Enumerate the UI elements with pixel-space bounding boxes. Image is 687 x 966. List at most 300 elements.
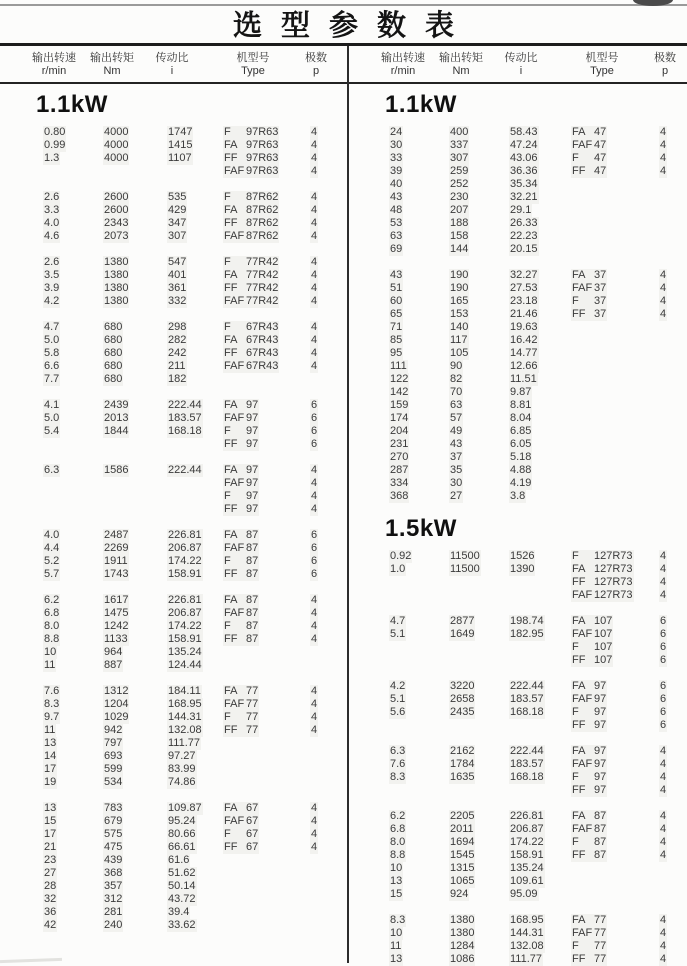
ratio-cell: 21.46: [510, 308, 538, 320]
speed-cell: 21: [44, 841, 57, 853]
type-prefix: FAF: [572, 927, 593, 939]
speed-cell: [43, 477, 45, 490]
poles-cell: 4: [311, 464, 318, 476]
poles-cell: 6: [311, 425, 318, 437]
ratio-cell: 332: [168, 295, 187, 307]
torque-cell: 4000: [104, 126, 129, 138]
type-model: 97: [594, 680, 607, 692]
speed-cell: 32: [44, 893, 57, 905]
table-row: [0, 399, 347, 412]
type-prefix: [572, 243, 594, 256]
torque-cell: 4000: [104, 152, 129, 164]
poles-cell: 6: [660, 654, 667, 666]
ratio-cell: 168.18: [168, 425, 202, 437]
ratio-group: [349, 914, 687, 966]
poles-cell: 4: [311, 360, 318, 372]
ratio-cell: 222.44: [510, 745, 544, 757]
table-row: [349, 438, 687, 451]
type-prefix: [572, 321, 594, 334]
ratio-cell: [167, 165, 169, 178]
poles-cell: 4: [660, 152, 667, 164]
type-cell: [571, 836, 607, 849]
ratio-cell: 168.95: [510, 914, 544, 926]
poles-cell: [659, 230, 661, 243]
type-prefix: FAF: [224, 698, 245, 710]
torque-cell: 1086: [450, 953, 475, 965]
type-cell: [223, 139, 279, 152]
speed-cell: 122: [390, 373, 409, 385]
type-cell: [223, 269, 279, 282]
table-row: [0, 607, 347, 620]
type-cell: [571, 451, 595, 464]
table-row: [0, 126, 347, 139]
torque-cell: 1586: [104, 464, 129, 476]
poles-cell: [310, 776, 312, 789]
ratio-cell: 174.22: [168, 620, 202, 632]
torque-cell: 1242: [104, 620, 129, 632]
type-prefix: FA: [224, 594, 238, 606]
table-row: [0, 425, 347, 438]
poles-cell: [310, 880, 312, 893]
torque-cell: 2162: [450, 745, 475, 757]
type-prefix: F: [224, 555, 231, 567]
type-prefix: [572, 217, 594, 230]
type-cell: [571, 308, 607, 321]
torque-cell: 680: [104, 360, 123, 372]
type-model: 47: [594, 139, 607, 151]
poles-cell: 4: [660, 269, 667, 281]
table-row: [349, 615, 687, 628]
type-prefix: FF: [224, 568, 238, 580]
poles-cell: [659, 477, 661, 490]
torque-cell: 1911: [104, 555, 128, 567]
speed-cell: 9.7: [44, 711, 60, 723]
poles-cell: 4: [311, 282, 318, 294]
type-prefix: [572, 360, 594, 373]
type-model: 87R62: [246, 191, 279, 203]
speed-cell: 4.6: [44, 230, 60, 242]
col-header-zh: 输出转矩: [90, 52, 134, 64]
torque-cell: 27: [450, 490, 463, 502]
table-row: [349, 810, 687, 823]
type-cell: [223, 204, 279, 217]
type-prefix: FF: [224, 503, 238, 515]
type-model: 97: [594, 745, 607, 757]
table-row: [0, 750, 347, 763]
ratio-cell: 39.4: [168, 906, 190, 918]
type-prefix: FF: [572, 719, 586, 731]
table-row: [0, 529, 347, 542]
table-row: [0, 776, 347, 789]
poles-cell: 4: [660, 126, 667, 138]
type-cell: [223, 529, 259, 542]
type-model: 77R42: [246, 282, 279, 294]
ratio-group: [0, 685, 347, 789]
type-model: 67R43: [246, 321, 279, 333]
type-model: 67: [246, 828, 259, 840]
ratio-cell: 4.19: [510, 477, 532, 489]
type-prefix: [224, 737, 246, 750]
type-cell: [223, 737, 247, 750]
type-model: 77: [594, 927, 607, 939]
speed-cell: 10: [44, 646, 57, 658]
torque-cell: 2269: [104, 542, 129, 554]
poles-cell: 4: [660, 308, 667, 320]
ratio-cell: 183.57: [510, 693, 544, 705]
table-row: [0, 347, 347, 360]
table-row: [0, 282, 347, 295]
type-prefix: FF: [224, 152, 238, 164]
ratio-cell: 226.81: [168, 594, 202, 606]
type-model: 127R73: [594, 576, 633, 588]
speed-cell: 174: [390, 412, 409, 424]
speed-cell: 69: [390, 243, 403, 255]
col-header-en: Type: [241, 65, 265, 77]
type-cell: [571, 204, 595, 217]
type-model: 107: [594, 615, 613, 627]
col-header-en: p: [312, 65, 320, 77]
torque-cell: 679: [104, 815, 123, 827]
poles-cell: [659, 243, 661, 256]
poles-cell: 4: [660, 953, 667, 965]
type-prefix: FA: [572, 680, 586, 692]
type-cell: [223, 685, 259, 698]
type-cell: [223, 191, 279, 204]
torque-cell: 357: [104, 880, 123, 892]
type-cell: [223, 750, 247, 763]
type-prefix: FAF: [224, 230, 245, 242]
table-row: [0, 464, 347, 477]
torque-cell: 2073: [104, 230, 129, 242]
ratio-group: [0, 399, 347, 451]
speed-cell: 368: [390, 490, 409, 502]
type-model: 77: [594, 914, 607, 926]
torque-cell: 1065: [450, 875, 475, 887]
table-row: [349, 589, 687, 602]
torque-cell: 11500: [450, 563, 480, 575]
type-cell: [571, 126, 607, 139]
type-model: 107: [594, 628, 613, 640]
table-row: [0, 503, 347, 516]
torque-cell: 153: [450, 308, 469, 320]
col-header-en: i: [519, 65, 523, 77]
table-row: [0, 321, 347, 334]
ratio-cell: 144.31: [510, 927, 544, 939]
poles-cell: [659, 347, 661, 360]
type-prefix: FF: [224, 282, 238, 294]
table-row: [0, 724, 347, 737]
speed-cell: 6.2: [390, 810, 406, 822]
type-prefix: FF: [572, 165, 586, 177]
type-model: 97: [246, 477, 259, 489]
torque-cell: 575: [104, 828, 123, 840]
torque-cell: 942: [104, 724, 123, 736]
poles-cell: 4: [660, 849, 667, 861]
poles-cell: 4: [311, 607, 318, 619]
speed-cell: 13: [44, 802, 57, 814]
speed-cell: 13: [390, 953, 403, 965]
speed-cell: 13: [390, 875, 403, 887]
col-header-en: r/min: [41, 65, 67, 77]
ratio-cell: 132.08: [510, 940, 544, 952]
speed-cell: 8.3: [44, 698, 60, 710]
torque-cell: 57: [450, 412, 463, 424]
type-cell: [571, 745, 607, 758]
type-cell: [223, 217, 279, 230]
type-model: 87: [594, 836, 607, 848]
type-model: 97: [246, 399, 259, 411]
type-cell: [223, 841, 259, 854]
ratio-group: [349, 269, 687, 503]
torque-cell: 924: [450, 888, 469, 900]
type-cell: [571, 191, 595, 204]
speed-cell: 3.5: [44, 269, 60, 281]
power-section: [0, 92, 347, 932]
type-cell: [571, 914, 607, 927]
type-cell: [571, 139, 607, 152]
table-row: [349, 269, 687, 282]
speed-cell: 5.6: [390, 706, 406, 718]
type-cell: [571, 563, 634, 576]
type-cell: [571, 706, 607, 719]
torque-cell: 105: [450, 347, 469, 359]
type-cell: [223, 854, 247, 867]
type-cell: [223, 815, 259, 828]
speed-cell: 85: [390, 334, 403, 346]
table-row: [0, 165, 347, 178]
poles-cell: 4: [311, 126, 318, 138]
table-row: [0, 763, 347, 776]
ratio-group: [0, 802, 347, 932]
type-model: 87: [594, 810, 607, 822]
torque-cell: 368: [104, 867, 123, 879]
type-cell: [571, 412, 595, 425]
ratio-cell: 95.09: [510, 888, 538, 900]
poles-cell: [659, 412, 661, 425]
type-cell: [571, 784, 607, 797]
ratio-cell: 109.61: [510, 875, 544, 887]
type-cell: [223, 711, 259, 724]
col-header-speed: [369, 52, 437, 78]
type-model: 77R42: [246, 256, 279, 268]
speed-cell: 10: [390, 927, 403, 939]
torque-cell: 599: [104, 763, 123, 775]
torque-cell: 30: [450, 477, 463, 489]
ratio-group: [0, 191, 347, 243]
torque-cell: 82: [450, 373, 463, 385]
torque-cell: [103, 490, 105, 503]
ratio-cell: 144.31: [168, 711, 202, 723]
poles-cell: [659, 862, 661, 875]
type-cell: [223, 776, 247, 789]
table-row: [349, 888, 687, 901]
speed-cell: 8.3: [390, 771, 406, 783]
type-cell: [571, 680, 607, 693]
speed-cell: 5.1: [390, 628, 406, 640]
table-row: [0, 295, 347, 308]
poles-cell: 4: [311, 802, 318, 814]
type-prefix: FA: [572, 269, 586, 281]
speed-cell: 33: [390, 152, 403, 164]
type-prefix: FF: [224, 438, 238, 450]
poles-cell: [659, 217, 661, 230]
table-row: [0, 659, 347, 672]
type-model: 97R63: [246, 139, 279, 151]
speed-cell: 7.6: [390, 758, 406, 770]
poles-cell: 6: [311, 568, 318, 580]
type-prefix: FA: [224, 334, 238, 346]
type-model: 97: [246, 503, 259, 515]
poles-cell: 4: [311, 594, 318, 606]
poles-cell: 4: [311, 620, 318, 632]
torque-cell: 534: [104, 776, 123, 788]
table-row: [0, 880, 347, 893]
type-cell: [571, 862, 595, 875]
type-prefix: [572, 490, 594, 503]
torque-cell: 1617: [104, 594, 129, 606]
speed-cell: 17: [44, 828, 57, 840]
poles-cell: [310, 763, 312, 776]
ratio-group: [349, 550, 687, 602]
poles-cell: 6: [311, 438, 318, 450]
speed-cell: 6.8: [390, 823, 406, 835]
speed-cell: 5.0: [44, 334, 60, 346]
type-cell: [223, 698, 259, 711]
type-prefix: FAF: [572, 589, 593, 601]
torque-cell: 63: [450, 399, 463, 411]
poles-cell: 6: [311, 399, 318, 411]
table-half-right: [347, 46, 687, 963]
speed-cell: 4.0: [44, 529, 60, 541]
type-model: 87R62: [246, 230, 279, 242]
poles-cell: 6: [660, 615, 667, 627]
poles-cell: 6: [660, 680, 667, 692]
ratio-cell: [167, 490, 169, 503]
poles-cell: 4: [660, 745, 667, 757]
speed-cell: 2.6: [44, 191, 60, 203]
poles-cell: 4: [311, 269, 318, 281]
type-model: 67: [246, 841, 259, 853]
poles-cell: [659, 438, 661, 451]
type-model: 67: [246, 815, 259, 827]
torque-cell: 190: [450, 282, 469, 294]
table-row: [349, 563, 687, 576]
table-row: [349, 823, 687, 836]
type-cell: [571, 810, 607, 823]
type-cell: [223, 542, 259, 555]
poles-cell: 4: [660, 563, 667, 575]
torque-cell: 2658: [450, 693, 475, 705]
type-cell: [571, 628, 613, 641]
type-model: 87: [246, 594, 259, 606]
table-row: [0, 477, 347, 490]
poles-cell: 4: [660, 823, 667, 835]
speed-cell: 7.6: [44, 685, 60, 697]
speed-cell: [389, 576, 391, 589]
table-row: [349, 425, 687, 438]
speed-cell: 8.3: [390, 914, 406, 926]
col-header-zh: 输出转矩: [439, 52, 483, 64]
poles-cell: 4: [660, 940, 667, 952]
type-prefix: F: [224, 126, 231, 138]
ratio-cell: [167, 503, 169, 516]
ratio-cell: 222.44: [168, 399, 202, 411]
type-prefix: FAF: [572, 282, 593, 294]
poles-cell: 6: [311, 529, 318, 541]
power-section: [349, 516, 687, 966]
speed-cell: 43: [390, 269, 403, 281]
type-model: 87: [246, 633, 259, 645]
table-row: [349, 693, 687, 706]
type-cell: [223, 607, 259, 620]
ratio-group: [0, 256, 347, 308]
col-header-zh: 输出转速: [381, 52, 425, 64]
ratio-cell: 43.06: [510, 152, 538, 164]
type-cell: [571, 615, 613, 628]
col-header-zh: 极数: [654, 52, 676, 64]
table-row: [349, 308, 687, 321]
type-cell: [223, 295, 279, 308]
ratio-cell: 226.81: [168, 529, 202, 541]
poles-cell: 4: [311, 685, 318, 697]
type-cell: [571, 334, 595, 347]
table-row: [349, 654, 687, 667]
type-cell: [571, 940, 607, 953]
speed-cell: 51: [390, 282, 403, 294]
speed-cell: 6.6: [44, 360, 60, 372]
poles-cell: 4: [311, 152, 318, 164]
type-prefix: F: [572, 836, 579, 848]
type-prefix: [572, 373, 594, 386]
ratio-cell: 222.44: [510, 680, 544, 692]
type-cell: [223, 893, 247, 906]
speed-cell: 0.92: [390, 550, 412, 562]
table-row: [0, 230, 347, 243]
table-row: [349, 360, 687, 373]
ratio-cell: 183.57: [168, 412, 202, 424]
table-row: [349, 680, 687, 693]
torque-cell: 475: [104, 841, 123, 853]
torque-cell: 4000: [104, 139, 129, 151]
poles-cell: [659, 425, 661, 438]
torque-cell: 1844: [104, 425, 129, 437]
torque-cell: 49: [450, 425, 463, 437]
torque-cell: 43: [450, 438, 463, 450]
type-prefix: [224, 867, 246, 880]
type-cell: [571, 230, 595, 243]
speed-cell: 5.7: [44, 568, 60, 580]
table-row: [349, 641, 687, 654]
speed-cell: 111: [390, 360, 407, 372]
torque-cell: 2600: [104, 204, 129, 216]
type-prefix: FA: [224, 685, 238, 697]
type-model: 107: [594, 641, 613, 653]
poles-cell: 4: [311, 139, 318, 151]
torque-cell: 439: [104, 854, 123, 866]
type-prefix: [572, 399, 594, 412]
torque-cell: [449, 576, 451, 589]
poles-cell: 4: [311, 490, 318, 502]
type-cell: [571, 373, 595, 386]
table-row: [0, 412, 347, 425]
ratio-group: [349, 810, 687, 901]
torque-cell: 188: [450, 217, 469, 229]
table-row: [349, 719, 687, 732]
table-row: [0, 646, 347, 659]
type-prefix: [224, 893, 246, 906]
ratio-cell: 158.91: [510, 849, 544, 861]
col-header-en: p: [661, 65, 669, 77]
